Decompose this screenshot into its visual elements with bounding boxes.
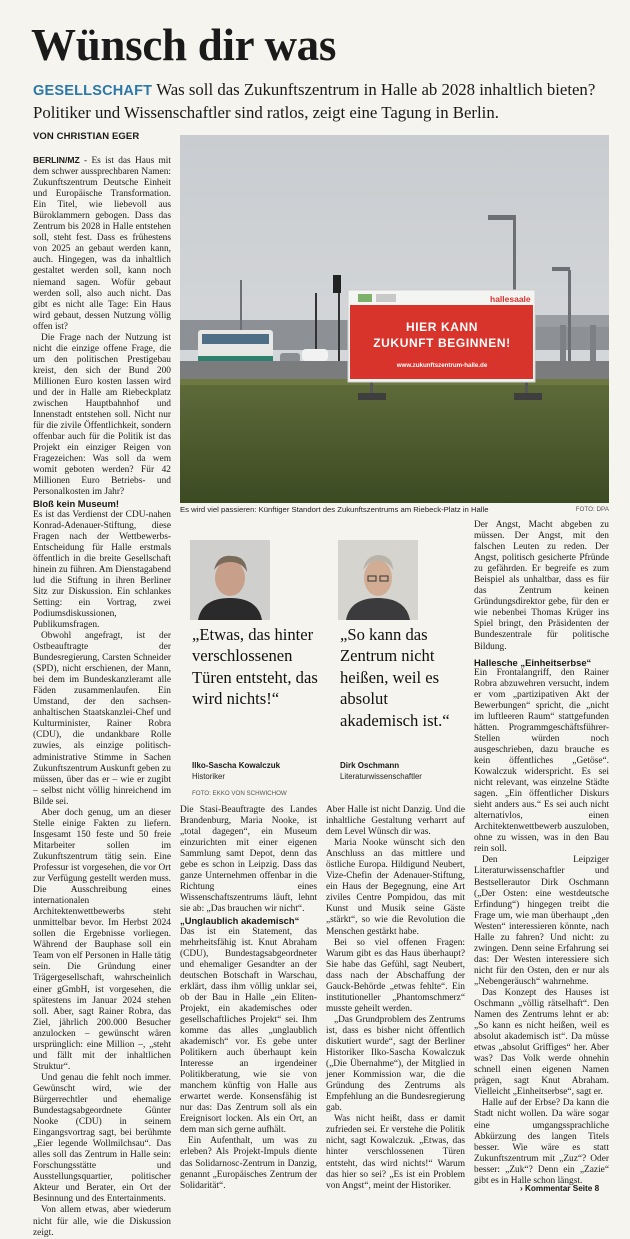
paragraph: Es ist das Verdienst der CDU-nahen Konrad-Adenauer-Stiftung, diese Fragen nach der Wettbewerbs-Entscheidung für Halle erstmals öffentlich in die breite Gesellschaft hinein zu führen. Am Dienstagabend lud die Stiftung in ihren Berliner Sitz zur Diskussion. Ein schlankes Setting: ein Vortrag, zwei Podiumsdiskussionen, Publikumsfragen. [33,509,171,630]
pull-quote-1: „Etwas, das hinter verschlossenen Türen entsteht, das wird nichts!“ [192,625,318,709]
paragraph: Ein Frontalangriff, den Rainer Robra abzuwehren versucht, indem er vom „partizipativen Akt der Bewerbungen“ spricht, die „nicht im luftleeren Raum“ stattgefunden hätten. Programmgeschäftsführer-Stellen würden noch ausgeschrieben, dazu brauche es kein öffentliches „Getöse“. Kowalczuk widerspricht. Es sei nicht relevant, was einzelne Städte sagen. „Ein öffentlicher Diskurs sieht anders aus.“ Es sei auch nicht alternativlos, einen Architektenwettbewerb auszuloben, ohne zu wissen, was in den Bau rein soll. [474,667,609,855]
subheading: Hallesche „Einheitserbse“ [474,656,592,668]
paragraph: Den Leipziger Literaturwissenschaftler und Bestsellerautor Dirk Oschmann („Der Osten: eine westdeutsche Erfindung“) hingegen treibt die Frage um, wie man überhaupt „den Westen“ interessieren könnte, nach Halle zu fahren? Und nicht: zu zwingen. Denn seine Erfahrung sei das: Der Westen interessiere sich nicht für den Osten, den er nur als „Nebengeräusch“ wahrnehme. [474,855,609,987]
dateline: BERLIN/MZ [33,155,80,165]
paragraph: Die Stasi-Beauftragte des Landes Brandenburg, Maria Nooke, ist „total dagegen“, ein Museum einzurichten mit einer eigenen Sammlung samt Depot, denn das gebe es schon in Leipzig. Dass das ganze Unternehmen offenbar in die Richtung eines Wissenschaftszentrums läuft, lehnt sie ab: „Das brauchen wir nicht“. [180,805,317,915]
quote-role-2: Literaturwissenschaftler [340,772,422,781]
paragraph: Die Frage nach der Nutzung ist nicht die einzige offene Frage, die um den politischen Prestigebau kreist, den sich der Bund 200 Millionen Euro kosten lassen wird und der in Halle am Riebeckplatz zwischen Hauptbahnhof und Innenstadt entstehen soll. Nicht nur für die zivile Öffentlichkeit, sondern offenbar auch für die Politik ist das Projekt ein einziger Reigen von Fragezeichen: Was soll da wem womit geboten werden? Für 42 Millionen Euro Betriebs- und Personalkosten im Jahr? [33,332,171,498]
billboard-line-1: HIER KANN [405,320,479,334]
quote-author-2: Dirk Oschmann [340,761,400,770]
quote-photo-credit: FOTO: EKKO VON SCHWICHOW [192,790,287,797]
billboard-photo [180,135,609,503]
portrait-image [190,540,270,620]
quote-role-1: Historiker [192,772,225,781]
article-column-4 [474,520,609,1186]
pull-quote-2: „So kann das Zentrum nicht heißen, weil es absolut akademisch ist.“ [340,625,450,730]
paragraph: Halle auf der Erbse? Da kann die Stadt nicht wollen. Da wäre sogar eine umgangssprachliche Abkürzung des langen Titels besser. Wie wäre es statt Zukunftszentrum mit „Zuz“? Oder besser: „Zuk“? Denn ein „Zazie“ gibt es in Halle schon längst. [474,1098,609,1186]
byline: VON CHRISTIAN EGER [33,131,140,142]
paragraph: Aber Halle ist nicht Danzig. Und die inhaltliche Gestaltung verharrt auf dem Level Wünsch dir was. [326,805,465,838]
paragraph: Bei so viel offenen Fragen: Warum gibt es das Haus überhaupt? Sie habe das Gefühl, sagt Neubert, dass nach der Abschaffung der Gauck-Behörde „etwas fehlte“. Ein institutioneller „Phantomschmerz“ musste geheilt werden. [326,937,465,1014]
paragraph: BERLIN/MZ - Es ist das Haus mit dem schwer aussprechbaren Namen: Zukunftszentrum Deutsche Einheit und Europäische Transformation. Ein Titel, wie liebevoll aus Büroklammern gebogen. Dass das Zentrum bis 2028 in Halle entstehen soll, steht fest. Dass es frühestens von 2025 an gebaut werden kann, auch. Hingegen, was da inhaltlich gestaltet werden soll, kann noch niemand sagen. Wofür gebaut werden soll, also auch nicht. Das gibt es nicht alle Tage: Ein Haus wird gebaut, dessen Nutzung völlig offen ist? [33,155,171,332]
article-photo [180,135,609,503]
headline: Wünsch dir was [31,20,337,70]
paragraph: Obwohl angefragt, ist der Ostbeauftragte der Bundesregierung, Carsten Schneider (SPD), nicht erschienen, der Mann, bei dem im Bundeskanzleramt alle Fäden zusammenlaufen. Ein Umstand, der den sachsen-anhaltischen Staatskanzlei-Chef und Kulturminister, Rainer Robra (CDU), die undankbare Rolle zuwies, als einzige politisch-administrative Stimme in Sachen Zukunftszentrum Auskunft geben zu müssen, über das er – wie er zugibt – selbst nicht völlig hinreichend im Bilde sei. [33,631,171,807]
portrait-oschmann [338,540,418,620]
billboard-brand: hallesaale [490,294,531,304]
article-column-2 [180,805,317,1191]
paragraph: Was nicht heißt, dass er damit zufrieden sei. Er verstehe die Politik nicht, sagt Kowalczuk. „Etwas, das hinter verschlossenen Türen entsteht, das wird nichts!“ Warum das hier so sei? „Es ist ein Problem von Angst“, meint der Historiker. [326,1114,465,1191]
photo-caption: Es wird viel passieren: Künftiger Standort des Zukunftszentrums am Riebeck-Platz in Halle [180,505,489,514]
paragraph: „Das Grundproblem des Zentrums ist, dass es bisher nicht öffentlich diskutiert wurde“, sagt der Berliner Historiker Ilko-Sascha Kowalczuk („Die Übernahme“), der Mitglied in jener Kommission war, die die Gründung des Zentrums als Empfehlung an die Bundesregierung gab. [326,1014,465,1114]
paragraph: Das ist ein Statement, das mehrheitsfähig ist. Knut Abraham (CDU), Bundestagsabgeordneter und ehemaliger Gesandter an der deutschen Botschaft in Warschau, erklärt, dass ihm völlig unklar sei, ob der Bau in Halle „ein Eliten-Projekt, ein akademisches oder gesellschaftliches Projekt“ sei. Ihm komme das alles „unglaublich akademisch“ vor. Es gebe unter Politikern auch überhaupt kein Interesse an irgendeiner Politikberatung, wie sie von manchem künftig von Halle aus erwartet werde. Konsensfähig ist nur das: Das Zentrum soll als ein Ereignisort locken. Als ein Ort, an dem man sich gerne aufhält. [180,926,317,1136]
subheading: „Unglaublich akademisch“ [180,915,300,927]
photo-caption-row [180,505,609,515]
paragraph: Maria Nooke wünscht sich den Anschluss an das mittlere und östliche Europa. Hildigund Neubert, Vize-Chefin der Adenauer-Stiftung, ein Haus der Begegnung, eine Art ziviles Centre Pompidou, das mit Kunst und Musik seine Gäste „stärkt“, so wie die Revolution die Menschen gestärkt habe. [326,838,465,937]
portrait-image [338,540,418,620]
billboard-line-2: ZUKUNFT BEGINNEN! [373,336,511,350]
subheadline-block [33,79,623,123]
paragraph: Aber doch genug, um an dieser Stelle einige Fakten zu liefern. Insgesamt 150 feste und 50 freie Mitarbeiter sollen im Zukunftszentrum tätig sein. Eine Professur ist vorgesehen, die vor Ort zur Verfügung gestellt werden muss. Die Ausschreibung eines internationalen Architektenwettbewerbs steht unmittelbar bevor. Im Herbst 2024 sollen die Ergebnisse vorliegen. Während der Bauphase soll ein Team von elf Personen in Halle tätig sein. Die Gründung einer Trägergesellschaft, wahrscheinlich einer gGmbH, ist vorgesehen, die spätestens im Januar 2024 stehen soll. Aber, sagt Rainer Robra, das Ziel, jährlich 200.000 Besucher anzulocken – gewünscht wären ursprünglich: eine Million –, „steht und fällt mit der inhaltlichen Struktur“. [33,807,171,1072]
subheadline: Was soll das Zukunftszentrum in Halle ab 2028 inhaltlich bieten? Politiker und Wissenschaftler sind ratlos, zeigt eine Tagung in Berlin. [33,80,596,122]
article-column-3 [326,805,465,1191]
photo-credit: FOTO: DPA [575,506,609,513]
commentary-reference: › Kommentar Seite 8 [520,1184,600,1193]
billboard-url: www.zukunftszentrum-halle.de [396,362,488,369]
paragraph: Der Angst, Macht abgeben zu müssen. Der Angst, mit den falschen Leuten zu reden. Der Angst, politisch gesicherte Pfründe zu gefährden. Er begreife es zum Beispiel als unhaltbar, dass es für das Zentrum keinen Gründungsdirektor gebe, für den er wie nebenbei Thomas Krüger ins Spiel bringt, den Präsidenten der Bundeszentrale für politische Bildung. [474,520,609,652]
article-column-1 [33,155,171,1238]
portrait-kowalczuk [190,540,270,620]
paragraph: Das Konzept des Hauses ist Oschmann „völlig rätselhaft“. Den Namen des Zentrums lehnt er ab: „So kann es nicht heißen, weil es absolut akademisch ist“. Da müsse etwas „absolut Griffiges“ her. Aber was? Das Volk werde ohnehin schnell einen eigenen Namen prägen, sagt Knut Abraham. Vielleicht „Einheitserbse“, sagt er. [474,987,609,1098]
paragraph: Von allem etwas, aber wiederum nicht für alle, wie die Diskussion zeigt. [33,1205,171,1238]
subheading: Bloß kein Museum! [33,498,119,510]
paragraph: Ein Aufenthalt, um was zu erleben? Als Projekt-Impuls diente das Solidarnosc-Zentrum in Danzig, genannt „Europäisches Zentrum der Solidarität“. [180,1136,317,1191]
quote-author-1: Ilko-Sascha Kowalczuk [192,761,281,770]
kicker: GESELLSCHAFT [33,83,153,99]
paragraph: Und genau die fehlt noch immer. Gewünscht wird, wie der Bürgerrechtler und ehemalige Bundestagsabgeordnete Günter Nooke (CDU) in seinem Eingangsvortrag sagt, bei berühmte „Eier legende Wollmilchsau“. Das alles soll das Zentrum in Halle sein: Forschungsstätte und Ausstellungsquartier, politischer Akteur und Berater, ein Ort der Besinnung und des Entertainments. [33,1072,171,1205]
